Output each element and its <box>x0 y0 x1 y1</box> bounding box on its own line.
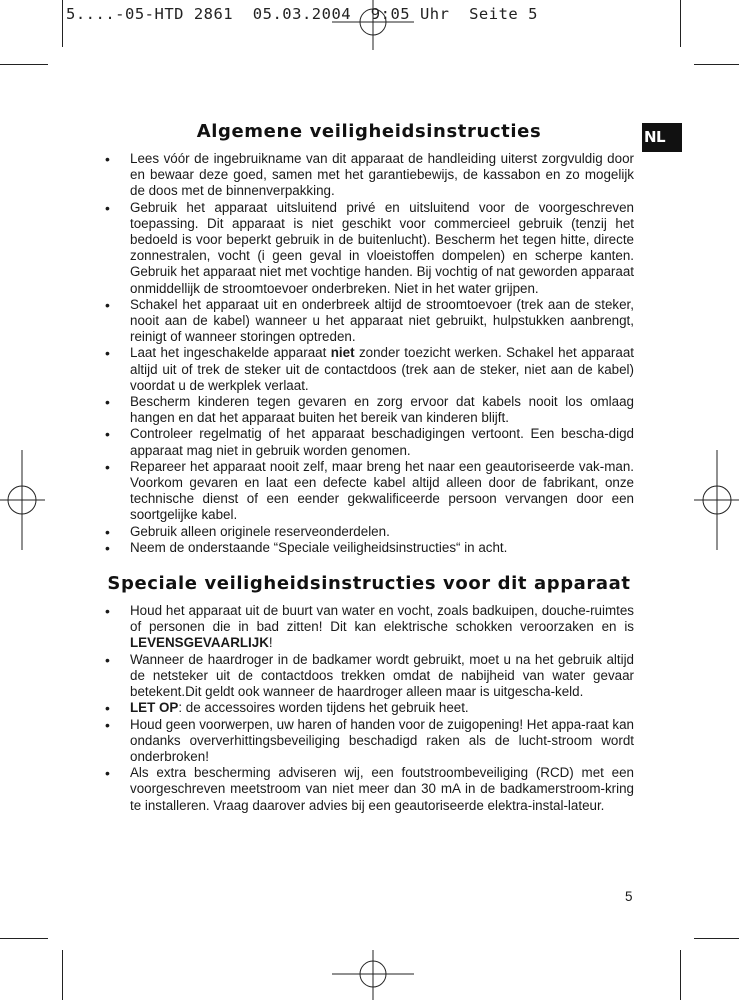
crop-mark <box>680 950 681 1000</box>
crop-mark <box>694 938 739 939</box>
crop-mark <box>0 938 48 939</box>
page-number: 5 <box>625 889 633 904</box>
list-item: • Neem de onderstaande “Speciale veiligheidsinstructies“ in acht. <box>104 540 634 556</box>
registration-mark-right <box>694 450 739 550</box>
crop-mark <box>0 64 48 65</box>
content <box>104 121 634 814</box>
list-item: • Lees vóór de ingebruikname van dit apparaat de handleiding uiterst zorgvuldig door en bewaar deze goed, samen met het garantiebewijs, de kassabon en zo mogelijk de doos met de binnenverpakking. <box>104 151 634 200</box>
crop-mark <box>62 0 63 47</box>
emphasis: LET OP <box>130 700 179 716</box>
language-tab: NL <box>642 123 682 152</box>
list-item: • Wanneer de haardroger in de badkamer wordt gebruikt, moet u na het gebruik altijd de netsteker uit de contactdoos trekken omdat de nabijheid van water gevaar betekent.Dit geldt ook wanneer de haardroger alleen maar is uitgescha-keld. <box>104 652 634 701</box>
list-item: • Repareer het apparaat nooit zelf, maar breng het naar een geautoriseerde vak-man. Voorkom gevaren en laat een defecte kabel altijd alleen door de fabrikant, onze technische dienst of een eender gekwalificeerde persoon vervangen door een soortgelijke kabel. <box>104 459 634 524</box>
list-item: • Als extra bescherming adviseren wij, een foutstroombeveiliging (RCD) met een voorgeschreven meetstroom van niet meer dan 30 mA in de badkamerstroom-kring te installeren. Vraag daarover advies bij een geautoriseerde elektra-instal-lateur. <box>104 765 634 814</box>
list-item: • Gebruik alleen originele reserveonderdelen. <box>104 524 634 540</box>
special-safety-list <box>104 603 634 814</box>
list-item: • Laat het ingeschakelde apparaat niet zonder toezicht werken. Schakel het apparaat altijd uit of trek de steker uit de contactdoos (trek aan de steker, niet aan de kabel) voordat u de werkplek verlaat. <box>104 345 634 394</box>
registration-mark-top <box>332 0 414 50</box>
crop-mark <box>62 950 63 1000</box>
crop-mark <box>694 64 739 65</box>
list-item: • Controleer regelmatig of het apparaat beschadigingen vertoont. Een bescha-digd apparaat mag niet in gebruik worden genomen. <box>104 426 634 458</box>
list-item: • Schakel het apparaat uit en onderbreek altijd de stroomtoevoer (trek aan de steker, nooit aan de kabel) wanneer u het apparaat niet gebruikt, hulpstukken aanbrengt, reinigt of wanneer storingen optreden. <box>104 297 634 346</box>
registration-mark-left <box>0 450 45 550</box>
registration-mark-bottom <box>332 950 414 1000</box>
emphasis: LEVENSGEVAARLIJK <box>130 635 269 651</box>
list-item: • Gebruik het apparaat uitsluitend privé en uitsluitend voor de voorgeschreven toepassing. Dit apparaat is niet geschikt voor commercieel gebruik (tenzij het bedoeld is voor beperkt gebruik in de buitenlucht). Bescherm het tegen hitte, directe zonnestralen, vocht (i geen geval in vloeistoffen dompelen) en scherpe kanten. Gebruik het apparaat niet met vochtige handen. Bij vochtig of nat geworden apparaat onmiddellijk de stroomtoevoer onderbreken. Niet in het water grijpen. <box>104 200 634 297</box>
list-item: • Houd geen voorwerpen, uw haren of handen voor de zuigopening! Het appa-raat kan ondanks oververhittingsbeveiliging beschadigd raken als de lucht-stroom wordt onderbroken! <box>104 717 634 766</box>
section-title-general: Algemene veiligheidsinstructies <box>196 121 542 142</box>
general-safety-list <box>104 151 634 556</box>
print-slug: 5....-05-HTD 2861 05.03.2004 9:05 Uhr Seite 5 <box>66 5 538 23</box>
list-item: • Bescherm kinderen tegen gevaren en zorg ervoor dat kabels nooit los omlaag hangen en dat het apparaat buiten het bereik van kinderen blijft. <box>104 394 634 426</box>
list-item: • LET OP: de accessoires worden tijdens het gebruik heet. <box>104 700 634 716</box>
list-item: • Houd het apparaat uit de buurt van water en vocht, zoals badkuipen, douche-ruimtes of personen die in bad zitten! Dit kan elektrische schokken veroorzaken en is LEVENSGEVAARLIJK! <box>104 603 634 652</box>
crop-mark <box>680 0 681 47</box>
section-title-special: Speciale veiligheidsinstructies voor dit apparaat <box>107 573 631 595</box>
emphasis: niet <box>330 345 355 361</box>
